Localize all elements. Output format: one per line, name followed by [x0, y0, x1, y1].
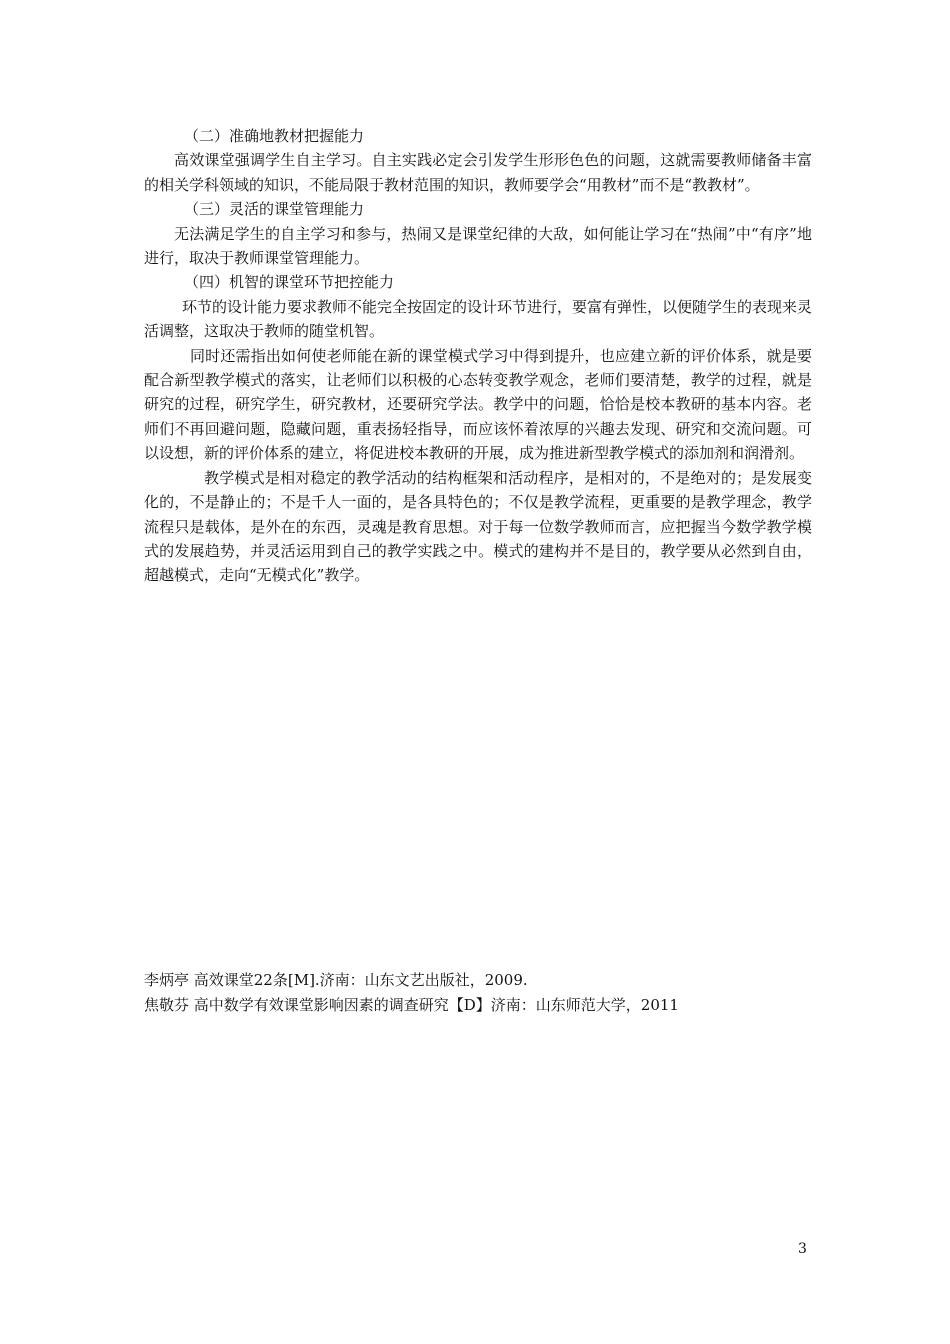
paragraph-session-control: 环节的设计能力要求教师不能完全按固定的设计环节进行，要富有弹性，以便随学生的表现来灵活调整，这取决于教师的随堂机智。	[144, 297, 813, 341]
references	[144, 968, 824, 1017]
paragraph-teaching-model: 教学模式是相对稳定的教学活动的结构框架和活动程序，是相对的，不是绝对的；是发展变化的，不是静止的；不是千人一面的，是各具特色的；不仅是教学流程，更重要的是教学理念，教学流程只是载体，是外在的东西，灵魂是教育思想。对于每一位数学教师而言，应把握当今数学教学模式的发展趋势，并灵活运用到自己的教学实践之中。模式的建构并不是目的，教学要从必然到自由，超越模式，走向“无模式化”教学。	[144, 468, 812, 585]
reference-item: 焦敬芬 高中数学有效课堂影响因素的调查研究【D】济南：山东师范大学，2011	[144, 995, 679, 1014]
section-heading-4: （四）机智的课堂环节把控能力	[184, 273, 395, 292]
page-number: 3	[798, 1241, 807, 1257]
paragraph-textbook-mastery: 高效课堂强调学生自主学习。自主实践必定会引发学生形形色色的问题，这就需要教师储备丰富的相关学科领域的知识，不能局限于教材范围的知识，教师要学会“用教材”而不是“教教材”。	[144, 151, 812, 194]
paragraph-classroom-management: 无法满足学生的自主学习和参与，热闹又是课堂纪律的大敌，如何能让学习在“热闹”中“有序”地进行，取决于教师课堂管理能力。	[144, 224, 812, 268]
body-text	[144, 124, 812, 588]
section-heading-2: （二）准确地教材把握能力	[184, 127, 365, 145]
section-heading-3: （三）灵活的课堂管理能力	[184, 200, 365, 219]
reference-item: 李炳亭 高效课堂22条[M].济南：山东文艺出版社，2009.	[144, 971, 528, 989]
paragraph-evaluation-system: 同时还需指出如何使老师能在新的课堂模式学习中得到提升，也应建立新的评价体系，就是要配合新型教学模式的落实，让老师们以积极的心态转变教学观念，老师们要清楚，教学的过程，就是研究的过程，研究学生，研究教材，还要研究学法。教学中的问题，恰恰是校本教研的基本内容。老师们不再回避问题，隐藏问题，重表扬轻指导，而应该怀着浓厚的兴趣去发现、研究和交流问题。可以设想，新的评价体系的建立，将促进校本教研的开展，成为推进新型教学模式的添加剂和润滑剂。	[144, 346, 812, 463]
